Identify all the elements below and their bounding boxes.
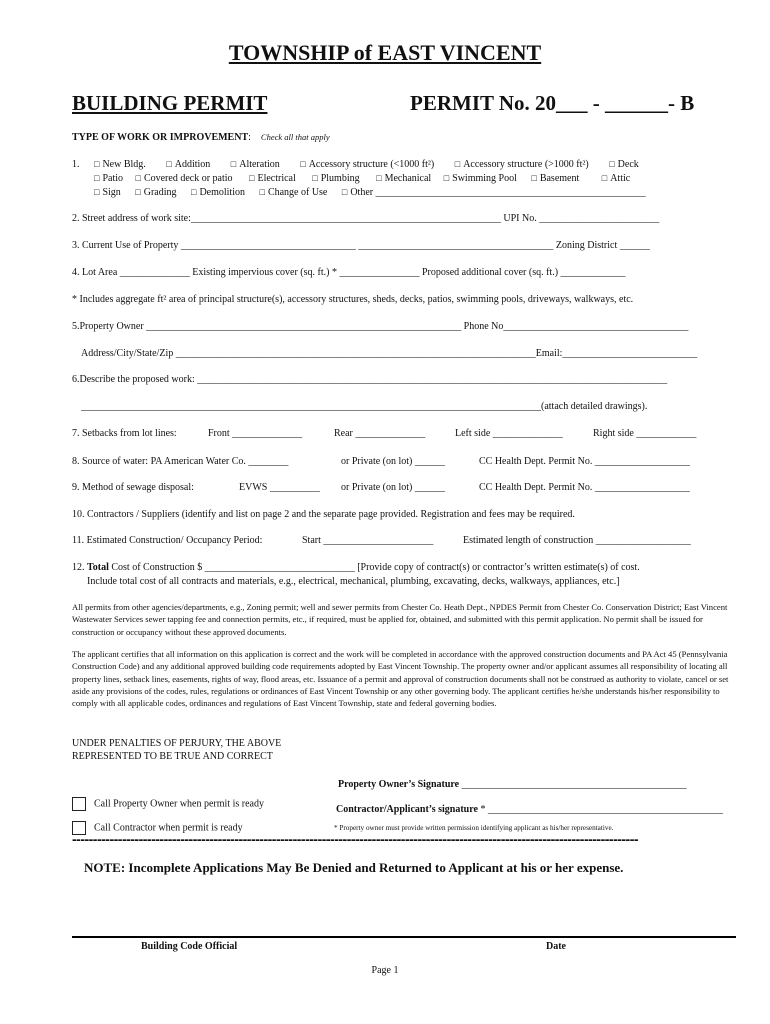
option-swimming-pool[interactable] <box>444 173 517 184</box>
call-contractor-label: Call Contractor when permit is ready <box>94 822 243 834</box>
cost-total-bold: Total <box>87 562 109 573</box>
water-permit-field[interactable]: CC Health Dept. Permit No. ___________________ <box>479 456 690 467</box>
contractor-signature-label: Contractor/Applicant’s signature <box>336 804 478 815</box>
checkbox-icon: □ <box>454 159 461 169</box>
type-of-work-number: 1. <box>72 159 80 170</box>
checkbox-icon: □ <box>135 187 141 197</box>
checkbox-icon: □ <box>376 173 382 183</box>
checkbox-icon: □ <box>191 187 197 197</box>
owner-signature-label: Property Owner’s Signature <box>338 779 460 790</box>
cost-prefix: 12. <box>72 562 87 573</box>
option-electrical[interactable] <box>249 173 296 184</box>
checkbox-icon: □ <box>94 187 100 197</box>
option-label: Swimming Pool <box>452 173 517 184</box>
checkbox-icon: □ <box>531 173 537 183</box>
checkbox-icon: □ <box>300 159 306 169</box>
checkbox-icon: □ <box>135 173 141 183</box>
option-accessory-small[interactable] <box>300 159 434 170</box>
owner-signature-line[interactable] <box>338 779 687 790</box>
option-covered-deck[interactable] <box>136 173 233 184</box>
setback-front-field[interactable]: Front ______________ <box>208 428 303 439</box>
option-label: Basement <box>539 173 580 184</box>
permit-number: PERMIT No. 20___ - ______- B <box>410 91 695 115</box>
checkbox-icon: □ <box>94 173 100 183</box>
option-label: Other ______________________________________________________ <box>350 187 646 198</box>
option-demolition[interactable] <box>191 187 245 198</box>
contractors-line: 10. Contractors / Suppliers (identify and list on page 2 and the separate page provided. Registration and fees may be required. <box>72 509 575 520</box>
property-owner-field[interactable]: 5.Property Owner _______________________________________________________________ Phone No_____________________________________ <box>72 321 689 332</box>
checkbox-icon: □ <box>601 173 608 183</box>
cost-rest: Cost of Construction $ ______________________________ [Provide copy of contract(s) or contractor’s written estimate(s) of cost. <box>108 562 640 573</box>
lot-area-field[interactable]: 4. Lot Area ______________ Existing impervious cover (sq. ft.) * ________________ Proposed additional cover (sq. ft.) _____________ <box>72 267 626 278</box>
call-owner-label: Call Property Owner when permit is ready <box>94 798 264 810</box>
certification-paragraph: The applicant certifies that all information on this application is correct and the work will be completed in accordance with the approved construction documents and PA Act 45 (Pennsylvania Construction Code) and any additional approved building code requirements adopted by East Vincent Township. The property owner and/or applicant assumes all responsibility of locating all property lines, setback lines, easements, rights of way, flood areas, etc. Issuance of a permit and approval of construction documents shall not be construed as authority to violate, cancel or set aside any provisions of the codes, rules, regulations or ordinances of East Vincent Township or any other governing body. The applicant certifies he/she understands his/her responsibility to comply with all applicable codes, ordinances and regulations of East Vincent Township, state and federal governing bodies. <box>72 649 729 709</box>
option-label: Covered deck or patio <box>143 173 233 184</box>
option-label: Accessory structure (>1000 ft²) <box>463 159 589 170</box>
water-private-field[interactable]: or Private (on lot) ______ <box>341 456 445 467</box>
work-options-row-2 <box>94 173 630 184</box>
checkbox-icon: □ <box>609 159 615 169</box>
checkbox-icon: □ <box>259 187 265 197</box>
option-label: Change of Use <box>267 187 328 198</box>
option-label: Grading <box>143 187 177 198</box>
option-basement[interactable] <box>531 173 579 184</box>
describe-work-line-2[interactable]: ____________________________________________________________________________________________(attach detailed drawings). <box>81 401 648 412</box>
option-label: Demolition <box>199 187 245 198</box>
checkbox-icon: □ <box>341 187 348 197</box>
checkbox-icon: □ <box>230 159 237 169</box>
total-cost-field[interactable] <box>72 562 640 573</box>
setback-rear-field[interactable]: Rear ______________ <box>334 428 426 439</box>
option-sign[interactable] <box>94 187 121 198</box>
checkbox-icon: □ <box>249 173 255 183</box>
address-field[interactable]: Address/City/State/Zip ________________________________________________________________________Email:___________________________ <box>81 348 698 359</box>
length-field[interactable]: Estimated length of construction ___________________ <box>463 535 691 546</box>
impervious-note: * Includes aggregate ft² area of principal structure(s), accessory structures, sheds, decks, patios, swimming pools, driveways, walkways, etc. <box>72 294 634 305</box>
cost-include-note: Include total cost of all contracts and materials, e.g., electrical, mechanical, plumbing, excavating, decks, walkways, appliances, etc.] <box>87 576 620 587</box>
sewage-private-field[interactable]: or Private (on lot) ______ <box>341 482 445 493</box>
describe-work-field[interactable]: 6.Describe the proposed work: ______________________________________________________________________________________________ <box>72 374 668 385</box>
option-label: New Bldg. <box>102 159 146 170</box>
option-addition[interactable] <box>166 159 210 170</box>
page-number: Page 1 <box>371 965 399 976</box>
option-other[interactable] <box>342 187 646 198</box>
owner-signature-blank: _____________________________________________ <box>461 779 687 790</box>
call-owner-checkbox[interactable] <box>72 797 86 811</box>
water-source-field[interactable]: 8. Source of water: PA American Water Co. ________ <box>72 456 289 467</box>
dashed-separator: ---------------------------------------------------------------------------------------------------------------------------------------- <box>72 835 639 843</box>
option-label: Patio <box>102 173 123 184</box>
option-attic[interactable] <box>602 173 630 184</box>
option-mechanical[interactable] <box>376 173 431 184</box>
setbacks-label: 7. Setbacks from lot lines: <box>72 428 177 439</box>
option-change-of-use[interactable] <box>260 187 328 198</box>
option-label: Electrical <box>257 173 296 184</box>
current-use-field[interactable]: 3. Current Use of Property ___________________________________ _______________________________________ Zoning District ______ <box>72 240 650 251</box>
option-label: Deck <box>617 159 639 170</box>
official-signature-rule <box>72 936 736 938</box>
option-accessory-large[interactable] <box>455 159 589 170</box>
other-permits-paragraph: All permits from other agencies/departments, e.g., Zoning permit; well and sewer permits from Chester Co. Heath Dept., NPDES Permit from Chester Co. Conservation District; East Vincent Wastewater Services sewer tapping fee and connection permits, etc., if required, must be applied for, obtained, and submitted with this permit application. No permit shall be issued for construction or occupancy without these approved documents. <box>72 602 728 637</box>
checkbox-icon: □ <box>312 173 318 183</box>
start-field[interactable]: Start ______________________ <box>302 535 434 546</box>
work-options-row-1 <box>94 159 639 170</box>
contractor-signature-blank: * _______________________________________________ <box>480 804 723 815</box>
perjury-statement-1: UNDER PENALTIES OF PERJURY, THE ABOVE <box>72 738 282 749</box>
sewage-permit-field[interactable]: CC Health Dept. Permit No. ___________________ <box>479 482 690 493</box>
option-new-bldg[interactable] <box>94 159 146 170</box>
option-label: Accessory structure (<1000 ft²) <box>308 159 435 170</box>
call-owner-option[interactable] <box>72 797 264 811</box>
check-hint: Check all that apply <box>260 132 330 142</box>
option-grading[interactable] <box>135 187 176 198</box>
sewage-evws-field[interactable]: EVWS __________ <box>239 482 320 493</box>
option-label: Sign <box>102 187 121 198</box>
type-of-work-heading: TYPE OF WORK OR IMPROVEMENT <box>72 132 249 143</box>
option-label: Attic <box>610 173 631 184</box>
period-label: 11. Estimated Construction/ Occupancy Period: <box>72 535 263 546</box>
call-contractor-checkbox[interactable] <box>72 821 86 835</box>
date-label: Date <box>546 941 566 952</box>
option-label: Plumbing <box>320 173 360 184</box>
setback-right-field[interactable]: Right side ____________ <box>593 428 697 439</box>
checkbox-icon: □ <box>166 159 172 169</box>
option-deck[interactable] <box>609 159 639 170</box>
street-address-field[interactable]: 2. Street address of work site:______________________________________________________________ UPI No. ________________________ <box>72 213 660 224</box>
building-permit-heading: BUILDING PERMIT <box>72 91 268 115</box>
township-title: TOWNSHIP of EAST VINCENT <box>228 40 542 65</box>
work-options-row-3 <box>94 187 646 198</box>
sewage-label: 9. Method of sewage disposal: <box>72 482 194 493</box>
incomplete-note: NOTE: Incomplete Applications May Be Denied and Returned to Applicant at his or her expense. <box>84 860 624 875</box>
perjury-statement-2: REPRESENTED TO BE TRUE AND CORRECT <box>72 751 273 762</box>
contractor-signature-line[interactable] <box>336 804 723 815</box>
option-label: Alteration <box>239 159 280 170</box>
setback-left-field[interactable]: Left side ______________ <box>455 428 563 439</box>
checkbox-icon: □ <box>443 173 450 183</box>
call-contractor-option[interactable] <box>72 821 243 835</box>
checkbox-icon: □ <box>94 159 100 169</box>
option-patio[interactable] <box>94 173 123 184</box>
option-plumbing[interactable] <box>312 173 359 184</box>
representative-footnote: * Property owner must provide written permission identifying applicant as his/her representative. <box>334 824 614 832</box>
option-label: Mechanical <box>384 173 432 184</box>
type-of-work-label: TYPE OF WORK OR IMPROVEMENT: Check all that apply <box>72 132 330 143</box>
option-alteration[interactable] <box>231 159 280 170</box>
building-code-official-label: Building Code Official <box>141 941 238 952</box>
option-label: Addition <box>174 159 211 170</box>
